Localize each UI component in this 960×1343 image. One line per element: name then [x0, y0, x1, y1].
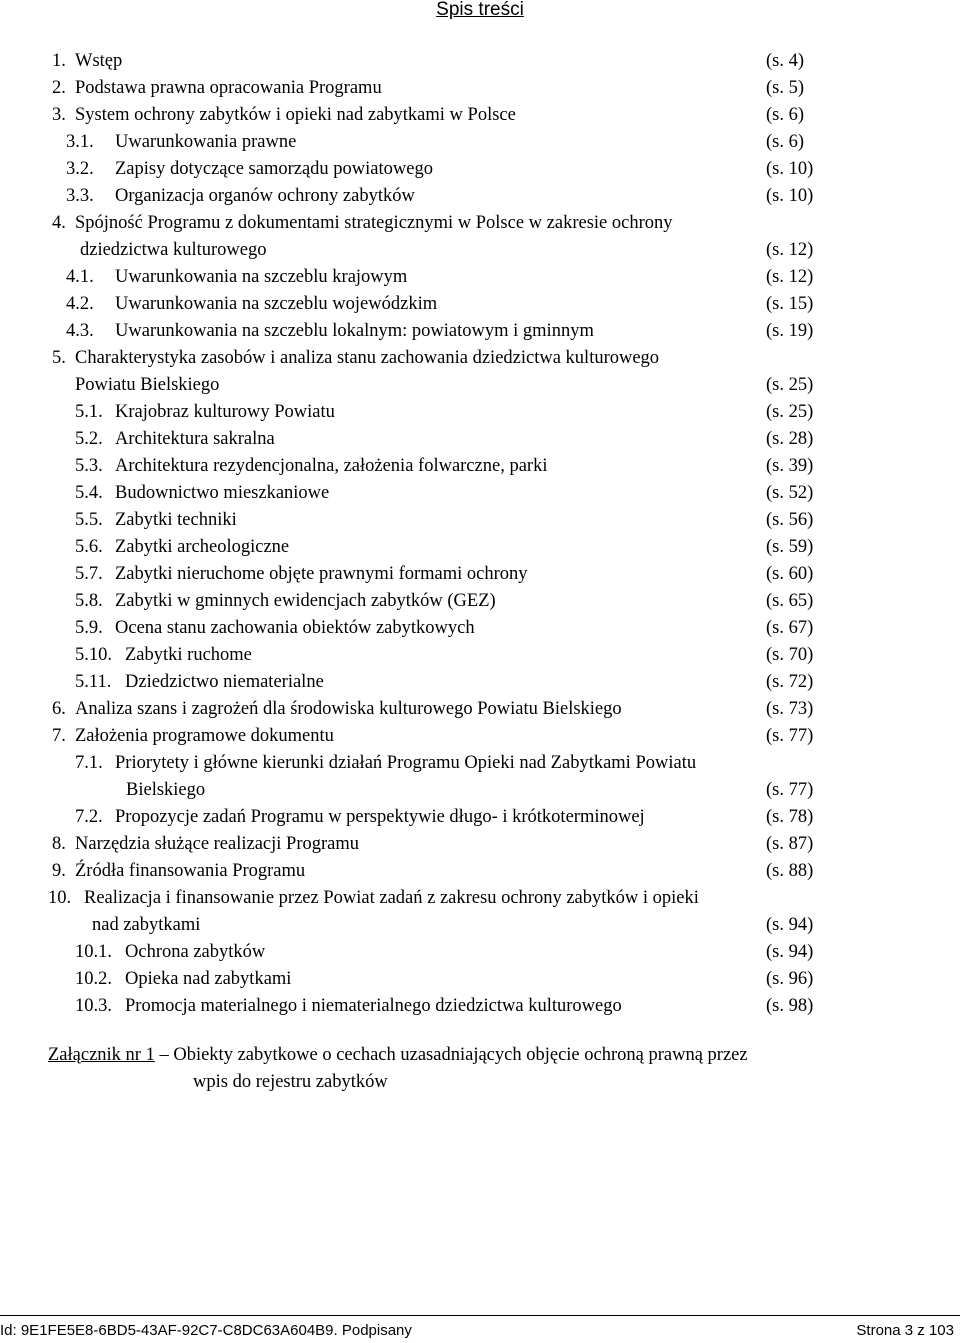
- toc-entry-number: 1.: [52, 51, 66, 71]
- toc-entry-number: 5.6.: [75, 537, 103, 557]
- toc-entry-page: (s. 67): [766, 618, 814, 638]
- toc-entry-number: 4.3.: [66, 321, 94, 341]
- toc-entry-page: (s. 94): [766, 915, 814, 935]
- toc-entry[interactable]: [0, 750, 960, 777]
- toc-entry-number: 3.1.: [66, 132, 94, 152]
- toc-entry[interactable]: [0, 993, 960, 1020]
- toc-entry[interactable]: [0, 777, 960, 804]
- toc-entry-page: (s. 25): [766, 402, 814, 422]
- toc-entry-number: 5.3.: [75, 456, 103, 476]
- toc-entry[interactable]: [0, 399, 960, 426]
- toc-entry-title: Zabytki nieruchome objęte prawnymi formami ochrony: [115, 564, 528, 584]
- toc-entry[interactable]: [0, 48, 960, 75]
- toc-entry-page: (s. 60): [766, 564, 814, 584]
- toc-entry-title: Budownictwo mieszkaniowe: [115, 483, 330, 503]
- toc-entry-page: (s. 5): [766, 78, 805, 98]
- toc-entry-page: (s. 78): [766, 807, 814, 827]
- toc-entry[interactable]: [0, 372, 960, 399]
- footer-document-id: Id: 9E1FE5E8-6BD5-43AF-92C7-C8DC63A604B9. Podpisany: [0, 1322, 412, 1339]
- toc-entry-number: 2.: [52, 78, 66, 98]
- toc-entry-title: Zabytki techniki: [115, 510, 237, 530]
- toc-entry[interactable]: [0, 588, 960, 615]
- toc-entry-number: 5.1.: [75, 402, 103, 422]
- toc-entry-title: Zabytki w gminnych ewidencjach zabytków (GEZ): [115, 591, 496, 611]
- toc-entry-number: 8.: [52, 834, 66, 854]
- toc-entry-number: 10.: [48, 888, 72, 908]
- toc-entry-title: Podstawa prawna opracowania Programu: [75, 78, 382, 98]
- toc-entry-title: Charakterystyka zasobów i analiza stanu zachowania dziedzictwa kulturowego: [75, 348, 660, 368]
- toc-entry-page: (s. 96): [766, 969, 814, 989]
- toc-entry-page: (s. 65): [766, 591, 814, 611]
- toc-entry-number: 3.3.: [66, 186, 94, 206]
- toc-entry-number: 5.5.: [75, 510, 103, 530]
- toc-entry-title: System ochrony zabytków i opieki nad zabytkami w Polsce: [75, 105, 516, 125]
- toc-entry[interactable]: [0, 345, 960, 372]
- toc-entry-number: 7.: [52, 726, 66, 746]
- toc-entry-title: Architektura rezydencjonalna, założenia folwarczne, parki: [115, 456, 548, 476]
- toc-entry[interactable]: [0, 156, 960, 183]
- toc-entry-title: Ochrona zabytków: [125, 942, 266, 962]
- toc-entry[interactable]: [0, 642, 960, 669]
- toc-entry-page: (s. 88): [766, 861, 814, 881]
- toc-entry-title: Spójność Programu z dokumentami strategicznymi w Polsce w zakresie ochrony: [75, 213, 673, 233]
- toc-entry-number: 4.2.: [66, 294, 94, 314]
- toc-entry-number: 5.11.: [75, 672, 112, 692]
- toc-entry-page: (s. 39): [766, 456, 814, 476]
- toc-entry[interactable]: [0, 912, 960, 939]
- toc-entry-number: 7.1.: [75, 753, 103, 773]
- toc-entry-number: 5.: [52, 348, 66, 368]
- appendix-text-line2: wpis do rejestru zabytków: [193, 1072, 388, 1092]
- toc-entry-number: 10.2.: [75, 969, 112, 989]
- toc-entry[interactable]: [0, 183, 960, 210]
- toc-entry-number: 7.2.: [75, 807, 103, 827]
- toc-entry-title: Uwarunkowania na szczeblu wojewódzkim: [115, 294, 438, 314]
- footer-page-number: Strona 3 z 103: [856, 1322, 954, 1339]
- toc-entry-page: (s. 10): [766, 186, 814, 206]
- toc-entry-page: (s. 6): [766, 132, 805, 152]
- toc-entry[interactable]: [0, 507, 960, 534]
- toc-entry-page: (s. 4): [766, 51, 805, 71]
- toc-entry-page: (s. 59): [766, 537, 814, 557]
- appendix-entry: [48, 1042, 848, 1096]
- toc-entry-page: (s. 73): [766, 699, 814, 719]
- title-text: Spis treści: [436, 0, 524, 20]
- toc-entry-page: (s. 15): [766, 294, 814, 314]
- toc-entry-title: Promocja materialnego i niematerialnego dziedzictwa kulturowego: [125, 996, 622, 1016]
- toc-entry-title: dziedzictwa kulturowego: [80, 240, 267, 260]
- toc-entry-title: Architektura sakralna: [115, 429, 275, 449]
- toc-entry[interactable]: [0, 264, 960, 291]
- toc-entry-title: Narzędzia służące realizacji Programu: [75, 834, 360, 854]
- toc-entry-page: (s. 10): [766, 159, 814, 179]
- toc-entry[interactable]: [0, 453, 960, 480]
- toc-entry[interactable]: [0, 885, 960, 912]
- toc-entry-page: (s. 94): [766, 942, 814, 962]
- toc-entry-title: Wstęp: [75, 51, 123, 71]
- toc-entry[interactable]: [0, 102, 960, 129]
- toc-entry-title: Dziedzictwo niematerialne: [125, 672, 324, 692]
- toc-entry[interactable]: [0, 858, 960, 885]
- toc-entry-number: 5.8.: [75, 591, 103, 611]
- toc-entry[interactable]: [0, 237, 960, 264]
- toc-entry[interactable]: [0, 966, 960, 993]
- toc-entry[interactable]: [0, 831, 960, 858]
- toc-entry-number: 5.9.: [75, 618, 103, 638]
- toc-entry-title: Zabytki archeologiczne: [115, 537, 290, 557]
- toc-entry[interactable]: [0, 480, 960, 507]
- toc-entry[interactable]: [0, 696, 960, 723]
- toc-entry-page: (s. 72): [766, 672, 814, 692]
- toc-entry-title: Priorytety i główne kierunki działań Programu Opieki nad Zabytkami Powiatu: [115, 753, 697, 773]
- toc-entry-title: Ocena stanu zachowania obiektów zabytkowych: [115, 618, 475, 638]
- toc-entry-number: 4.1.: [66, 267, 94, 287]
- toc-entry[interactable]: [0, 318, 960, 345]
- toc-entry-number: 10.1.: [75, 942, 112, 962]
- toc-entry-title: Analiza szans i zagrożeń dla środowiska kulturowego Powiatu Bielskiego: [75, 699, 622, 719]
- toc-entry-page: (s. 77): [766, 780, 814, 800]
- toc-entry-page: (s. 6): [766, 105, 805, 125]
- toc-entry-title: Zapisy dotyczące samorządu powiatowego: [115, 159, 433, 179]
- toc-entry-title: Krajobraz kulturowy Powiatu: [115, 402, 335, 422]
- toc-entry-page: (s. 28): [766, 429, 814, 449]
- toc-entry[interactable]: [0, 75, 960, 102]
- toc-entry-title: Uwarunkowania na szczeblu lokalnym: powiatowym i gminnym: [115, 321, 594, 341]
- toc-entry-page: (s. 56): [766, 510, 814, 530]
- toc-entry[interactable]: [0, 615, 960, 642]
- toc-entry[interactable]: [0, 129, 960, 156]
- toc-entry[interactable]: [0, 561, 960, 588]
- toc-entry-title: Źródła finansowania Programu: [75, 861, 306, 881]
- toc-entry-page: (s. 52): [766, 483, 814, 503]
- toc-entry-page: (s. 77): [766, 726, 814, 746]
- toc-entry-number: 5.4.: [75, 483, 103, 503]
- toc-entry-title: nad zabytkami: [92, 915, 201, 935]
- toc-entry-number: 5.2.: [75, 429, 103, 449]
- toc-entry-page: (s. 70): [766, 645, 814, 665]
- toc-entry-number: 10.3.: [75, 996, 112, 1016]
- toc-entry[interactable]: [0, 804, 960, 831]
- toc-entry-page: (s. 12): [766, 267, 814, 287]
- appendix-text-line1: – Obiekty zabytkowe o cechach uzasadniających objęcie ochroną prawną przez: [154, 1045, 748, 1065]
- toc-entry[interactable]: [0, 939, 960, 966]
- toc-entry-title: Opieka nad zabytkami: [125, 969, 292, 989]
- toc-entry-number: 5.7.: [75, 564, 103, 584]
- toc-entry-title: Zabytki ruchome: [125, 645, 252, 665]
- toc-entry-number: 3.2.: [66, 159, 94, 179]
- toc-entry-page: (s. 98): [766, 996, 814, 1016]
- footer-divider: [0, 1315, 960, 1316]
- toc-entry-title: Założenia programowe dokumentu: [75, 726, 334, 746]
- toc-entry-title: Propozycje zadań Programu w perspektywie długo- i krótkoterminowej: [115, 807, 645, 827]
- toc-entry-number: 9.: [52, 861, 66, 881]
- toc-entry-title: Realizacja i finansowanie przez Powiat zadań z zakresu ochrony zabytków i opieki: [84, 888, 699, 908]
- toc-entry-title: Bielskiego: [126, 780, 206, 800]
- toc-entry[interactable]: [0, 291, 960, 318]
- toc-entry-title: Uwarunkowania prawne: [115, 132, 297, 152]
- toc-entry[interactable]: [0, 210, 960, 237]
- toc-entry-page: (s. 87): [766, 834, 814, 854]
- toc-entry-number: 3.: [52, 105, 66, 125]
- toc-entry-number: 4.: [52, 213, 66, 233]
- toc-entry[interactable]: [0, 426, 960, 453]
- toc-entry-title: Uwarunkowania na szczeblu krajowym: [115, 267, 408, 287]
- toc-entry[interactable]: [0, 534, 960, 561]
- toc-entry-number: 6.: [52, 699, 66, 719]
- toc-entry-page: (s. 25): [766, 375, 814, 395]
- toc-entry-number: 5.10.: [75, 645, 112, 665]
- toc-entry[interactable]: [0, 723, 960, 750]
- appendix-label[interactable]: Załącznik nr 1: [48, 1045, 155, 1065]
- toc-entry-title: Powiatu Bielskiego: [75, 375, 220, 395]
- toc-entry-title: Organizacja organów ochrony zabytków: [115, 186, 415, 206]
- toc-entry-page: (s. 19): [766, 321, 814, 341]
- toc-entry[interactable]: [0, 669, 960, 696]
- toc-entry-page: (s. 12): [766, 240, 814, 260]
